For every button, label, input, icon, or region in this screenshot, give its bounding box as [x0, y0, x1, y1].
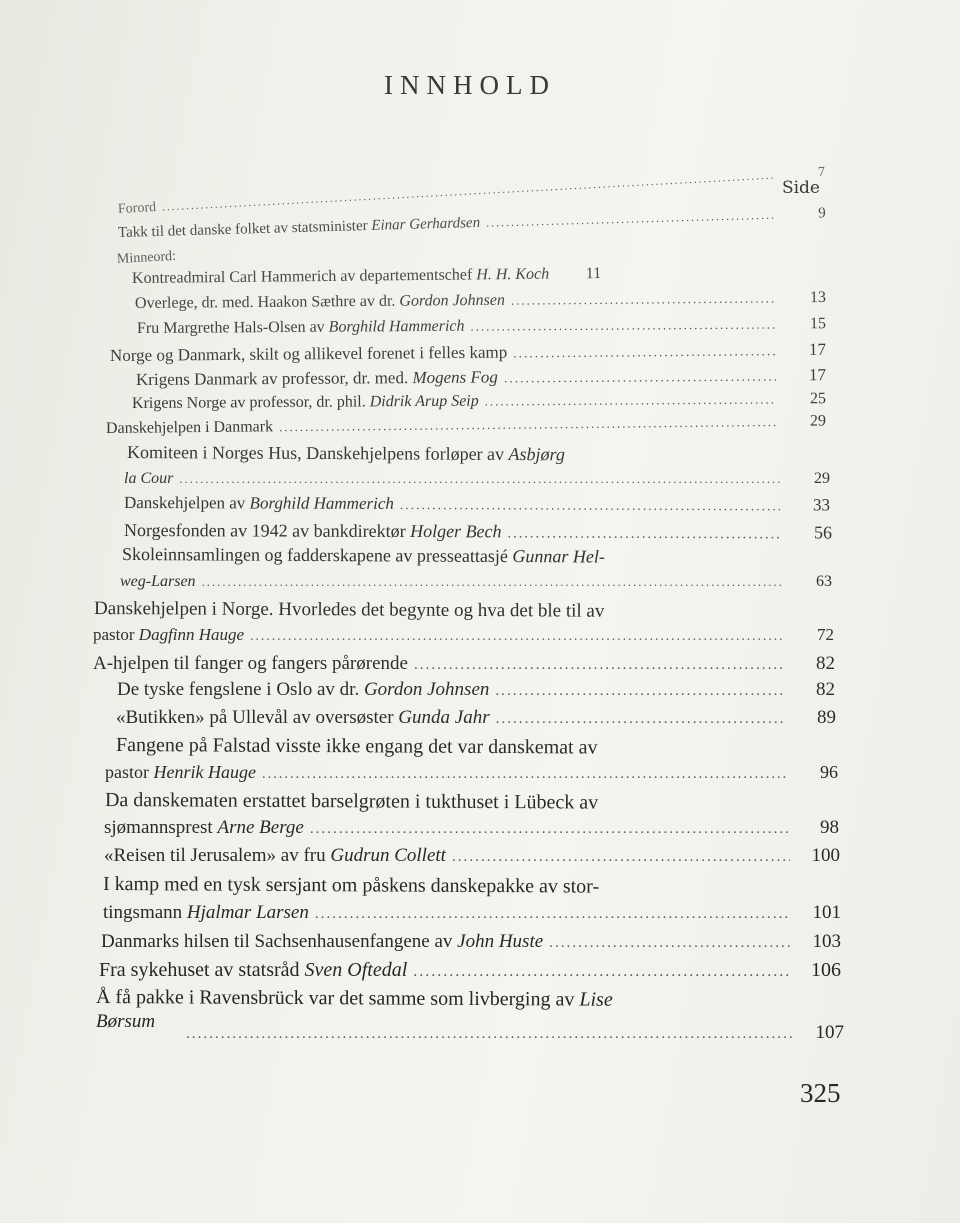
toc-entry	[120, 573, 832, 591]
toc-entry-page: 15	[809, 315, 827, 333]
page-number: 325	[800, 1078, 841, 1108]
toc-entry-title: Norgesfonden av 1942 av bankdirektør Holger Bech	[123, 520, 502, 542]
toc-entry	[104, 845, 840, 867]
toc-leader	[279, 415, 776, 435]
toc-leader	[310, 820, 789, 838]
toc-entry-title: Kontreadmiral Carl Hammerich av departementschef H. H. Koch	[131, 265, 550, 287]
toc-entry-author: la Cour	[124, 470, 174, 487]
toc-entry-page: 106	[811, 959, 841, 981]
toc-entry-title: A-hjelpen til fanger og fangers pårørende	[93, 653, 408, 674]
toc-entry	[135, 289, 826, 313]
toc-entry-title	[96, 1011, 155, 1033]
toc-entry	[104, 817, 839, 839]
toc-entry-author: Gunda Jahr	[398, 707, 490, 728]
toc-leader	[186, 1025, 794, 1043]
page-column-label: Side	[781, 178, 820, 198]
toc-entry-page: 25	[809, 390, 827, 408]
toc-entry-author: Mogens Fog	[412, 367, 498, 388]
toc-entry	[93, 625, 834, 645]
toc-entry-title: Skoleinnsamlingen og fadderskapene av presseattasjé Gunnar Hel-	[121, 544, 605, 567]
toc-entry	[101, 931, 841, 953]
toc-entry-page: 107	[815, 1022, 844, 1043]
toc-entry-author: John Huste	[457, 931, 544, 952]
toc-entry-title: Fangene på Falstad visste ikke engang det var danskemat av	[115, 734, 598, 759]
toc-entry-author: Borghild Hammerich	[249, 493, 394, 513]
toc-entry-author: Arne Berge	[217, 817, 304, 838]
toc-entry-page: 82	[816, 653, 835, 674]
toc-entry-page: 82	[816, 679, 835, 700]
toc-entry	[124, 493, 830, 515]
toc-leader	[508, 525, 782, 543]
toc-entry-page: 29	[814, 470, 830, 487]
toc-entry	[124, 520, 832, 543]
toc-entry-page: 56	[813, 522, 833, 543]
toc-entry-page: 98	[820, 817, 839, 838]
toc-entry-title	[120, 573, 196, 591]
toc-entry-title: De tyske fengslene i Oslo av dr. Gordon Johnsen	[117, 679, 490, 700]
toc-entry-page: 101	[812, 902, 841, 923]
toc-leader	[495, 682, 785, 700]
toc-leader	[202, 575, 782, 590]
toc-entry-title: Komiteen i Norges Hus, Danskehjelpens forløper av Asbjørg	[126, 442, 565, 465]
toc-entry	[117, 679, 835, 701]
toc-entry	[116, 707, 836, 729]
toc-entry-title: sjømannsprest Arne Berge	[104, 817, 304, 838]
toc-entry-author: Borghild Hammerich	[328, 317, 465, 336]
page-title: INNHOLD	[384, 70, 556, 100]
toc-entry-page: 11	[585, 265, 602, 283]
toc-entry-title: Krigens Danmark av professor, dr. med. Mogens Fog	[135, 367, 498, 389]
toc-entry-title: I kamp med en tysk sersjant om påskens danskepakke av stor-	[102, 873, 600, 898]
toc-entry	[124, 470, 830, 488]
toc-entry-title: Danskehjelpen i Danmark	[105, 418, 274, 437]
toc-entry-author: Didrik Arup Seip	[369, 392, 479, 411]
toc-entry	[132, 263, 826, 288]
toc-leader	[262, 766, 788, 783]
toc-entry-title: Da danskematen erstattet barselgrøten i tukthuset i Lübeck av	[104, 789, 599, 814]
toc-entry	[105, 762, 838, 783]
toc-entry-page: 100	[811, 845, 840, 866]
toc-entry-title: Takk til det danske folket av statsminister Einar Gerhardsen	[117, 214, 481, 241]
toc-leader	[470, 318, 776, 335]
toc-entry	[110, 340, 826, 366]
toc-entry-author: Gordon Johnsen	[363, 679, 490, 700]
toc-entry	[103, 902, 841, 924]
toc-entry-author: Dagfinn Hauge	[138, 625, 245, 644]
toc-entry-page: 13	[809, 288, 827, 307]
toc-entry-page: 17	[808, 339, 827, 359]
toc-entry-title: pastor Henrik Hauge	[105, 762, 256, 782]
toc-entry-title: Danskehjelpen av Borghild Hammerich	[123, 493, 394, 513]
toc-entry-author: Einar Gerhardsen	[371, 214, 481, 234]
toc-entry	[99, 959, 841, 982]
toc-section-heading: Minneord:	[116, 248, 177, 267]
toc-entry-title: Krigens Norge av professor, dr. phil. Didrik Arup Seip	[131, 392, 479, 412]
toc-leader	[496, 710, 786, 728]
toc-entry-author: H. H. Koch	[476, 265, 550, 284]
toc-entry-title: Danskehjelpen i Norge. Hvorledes det begynte og hva det ble til av	[93, 598, 605, 622]
toc-entry-title: tingsmann Hjalmar Larsen	[103, 902, 309, 923]
toc-entry	[106, 412, 826, 438]
toc-entry-page: 96	[820, 762, 838, 782]
toc-entry-title: Norge og Danmark, skilt og allikevel forenet i felles kamp	[109, 342, 508, 365]
toc-entry-title: Fra sykehuset av statsråd Sven Oftedal	[99, 959, 408, 981]
toc-leader	[250, 628, 784, 644]
toc-entry-page: 29	[809, 412, 827, 430]
toc-leader	[486, 208, 776, 231]
toc-entry-author: Gunnar Hel-	[512, 546, 605, 567]
toc-leader	[511, 291, 776, 308]
toc-entry-title: Fru Margrethe Hals-Olsen av Borghild Hammerich	[136, 317, 465, 337]
toc-entry-title: Danmarks hilsen til Sachsenhausenfangene av John Huste	[101, 931, 544, 952]
toc-entry-title: Å få pakke i Ravensbrück var det samme som livberging av Lise	[95, 986, 613, 1011]
toc-leader	[485, 393, 776, 410]
toc-leader	[179, 472, 780, 487]
toc-entry	[132, 390, 826, 413]
toc-entry-author: weg-Larsen	[120, 573, 196, 590]
toc-entry-title: «Butikken» på Ullevål av oversøster Gunda Jahr	[116, 707, 490, 728]
toc-entry-author: Holger Bech	[410, 520, 502, 542]
toc-entry-author: Henrik Hauge	[153, 762, 256, 782]
toc-leader	[413, 963, 791, 981]
toc-leader	[414, 656, 785, 674]
toc-entry-page: 17	[808, 365, 827, 385]
toc-entry-author: Gordon Johnsen	[399, 291, 506, 310]
toc-leader	[400, 497, 780, 514]
toc-entry-author: Lise	[579, 988, 613, 1011]
toc-entry	[93, 653, 835, 675]
toc-entry-author: Asbjørg	[508, 443, 565, 465]
toc-leader	[504, 369, 776, 387]
toc-entry-title: pastor Dagfinn Hauge	[93, 625, 245, 644]
toc-entry-title: Forord	[117, 200, 157, 217]
toc-entry	[136, 365, 826, 390]
toc-leader	[513, 343, 776, 361]
toc-entry-page: 7	[817, 164, 826, 181]
toc-entry-page: 9	[817, 205, 826, 222]
toc-entry-title: «Reisen til Jerusalem» av fru Gudrun Collett	[104, 845, 446, 866]
toc-entry-page: 33	[812, 495, 831, 515]
toc-entry-page: 63	[816, 573, 832, 590]
toc-entry	[137, 315, 826, 338]
toc-leader	[315, 905, 791, 923]
toc-entry-page: 89	[817, 707, 836, 728]
toc-entry-author: Hjalmar Larsen	[186, 902, 309, 923]
toc-entry-page: 103	[812, 931, 841, 952]
toc-leader	[452, 848, 790, 866]
toc-leader	[162, 170, 776, 214]
toc-entry-author: Børsum	[96, 1011, 156, 1032]
toc-entry-author: Gudrun Collett	[330, 845, 446, 866]
toc-leader	[549, 934, 791, 952]
toc-entry	[186, 1022, 844, 1044]
toc-entry-author: Sven Oftedal	[304, 959, 408, 981]
toc-entry-title: Overlege, dr. med. Haakon Sæthre av dr. Gordon Johnsen	[134, 291, 506, 312]
toc-entry-page: 72	[817, 625, 834, 644]
toc-entry-title	[124, 470, 173, 488]
